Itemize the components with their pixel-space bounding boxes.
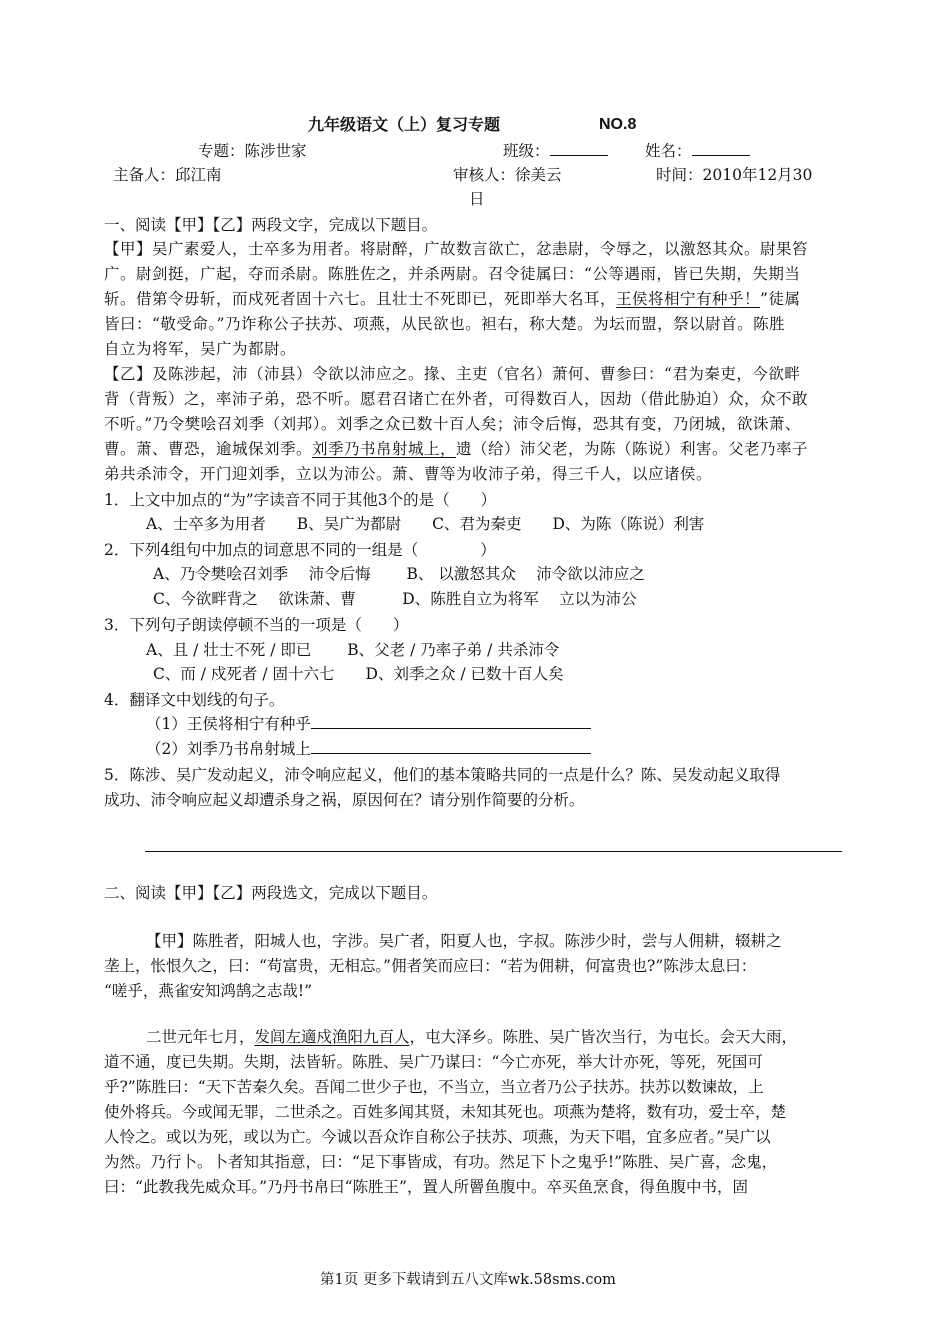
jia-line-3 [104,287,800,311]
s2-jia-line-3: “嗟乎，燕雀安知鸿鹄之志哉!” [104,982,313,1000]
s2-jia-line-1: 【甲】陈胜者，阳城人也，字涉。吴广者，阳夏人也，字叔。陈涉少时，尝与人佣耕，辍耕之 [146,932,782,950]
date-line [656,163,812,187]
answer-rule[interactable] [145,851,842,852]
preparer: 主备人：邱江南 [113,166,222,184]
jia-line-4: 皆曰：“敬受命。”乃诈称公子扶苏、项燕，从民欲也。袒右，称大楚。为坛而盟，祭以尉首。陈胜 [104,315,786,333]
class-label: 班级： [503,142,550,160]
question-3-options-ab: A、且 / 壮士不死 / 即已 B、父老 / 乃率子弟 / 共杀沛令 [146,641,560,659]
reviewer: 审核人：徐美云 [453,166,562,184]
class-input[interactable] [550,139,608,156]
underlined-sentence-3: 发闾左適戍渔阳九百人 [254,1028,410,1046]
question-1: 1．上文中加点的“为”字读音不同于其他3个的是（ ） [104,491,497,509]
name-label: 姓名： [645,142,692,160]
question-1-options: A、士卒多为用者 B、吴广为都尉 C、君为秦吏 D、为陈（陈说）利害 [146,515,705,533]
question-4-item-1-text: （1）王侯将相宁有种乎 [146,715,311,733]
answer-line-1[interactable] [311,712,591,729]
doc-title: 九年级语文（上）复习专题 [308,115,501,134]
s2-p2-line-6: 为然。乃行卜。卜者知其指意，曰：“足下事皆成，有功。然足下卜之鬼乎!”陈胜、吴广喜，念鬼， [104,1153,778,1171]
yi-line-3: 不听。”乃令樊哙召刘季（刘邦）。刘季之众已数十百人矣；沛令后悔，恐其有变，乃闭城，欲诛萧、 [104,415,801,433]
section1-heading: 一、阅读【甲】【乙】两段文字，完成以下题目。 [104,216,438,234]
underlined-sentence-1: 王侯将相宁有种乎！ [616,290,761,308]
date-label: 时间： [656,166,703,184]
answer-line-2[interactable] [311,737,591,754]
jia-line-5: 自立为将军，吴广为都尉。 [104,340,297,358]
yi-line-4 [104,437,808,461]
question-3-options-cd: C、而 / 戍死者 / 固十六七 D、刘季之众 / 已数十百人矣 [153,665,564,683]
s2-p2-line-7: 曰：“此教我先威众耳。”乃丹书帛曰“陈胜王”，置人所罾鱼腹中。卒买鱼烹食，得鱼腹中书，固 [104,1178,748,1196]
page-footer: 第1页 更多下载请到五八文库wk.58sms.com [320,1272,616,1288]
question-5-line-1: 5．陈涉、吴广发动起义，沛令响应起义，他们的基本策略共同的一点是什么？陈、吴发动起义取得 [104,766,781,784]
s2-p2-line-2: 道不通，度已失期。失期，法皆斩。陈胜、吴广乃谋曰：“今亡亦死，举大计亦死，等死，死国可 [104,1053,763,1071]
s2-p2-line-1-pre: 二世元年七月， [146,1028,255,1046]
yi-line-5: 弟共杀沛令，开门迎刘季，立以为沛公。萧、曹等为收沛子弟，得三千人，以应诸侯。 [104,465,713,483]
question-5-line-2: 成功、沛令响应起义却遭杀身之祸，原因何在？请分别作简要的分析。 [104,791,585,809]
question-2-options-ab: A、乃令樊哙召刘季 沛令后悔 B、 以激怒其众 沛令欲以沛应之 [153,565,645,583]
name-input[interactable] [692,139,750,156]
question-2-options-cd: C、今欲畔背之 欲诛萧、曹 D、陈胜自立为将军 立以为沛公 [153,590,637,608]
yi-line-4-tail: 遗（给）沛父老，为陈（陈说）利害。父老乃率子 [456,440,809,458]
yi-line-1: 【乙】及陈涉起，沛（沛县）令欲以沛应之。掾、主吏（官名）萧何、曹参曰：“君为秦吏，今欲畔 [104,365,801,383]
s2-jia-line-2: 垄上，怅恨久之，曰：“苟富贵，无相忘。”佣者笑而应曰：“若为佣耕，何富贵也?”陈涉太息曰： [104,957,757,975]
date-value: 2010年12月30 [702,166,813,184]
topic-value: 陈涉世家 [244,142,307,160]
date-tail: 日 [469,190,485,208]
underlined-sentence-2: 刘季乃书帛射城上， [312,440,457,458]
s2-p2-line-5: 人怜之。或以为死，或以为亡。今诚以吾众诈自称公子扶苏、项燕，为天下唱，宜多应者。”吴广以 [104,1128,771,1146]
question-4-item-2 [146,737,591,761]
yi-line-2: 背（背叛）之，率沛子弟，恐不听。愿君召诸亡在外者，可得数百人，因劫（借此胁迫）众，众不敢 [104,390,809,408]
question-4-item-2-text: （2）刘季乃书帛射城上 [146,740,311,758]
jia-line-3-tail: ”徒属 [760,290,801,308]
jia-line-2: 广。尉剑挺，广起，夺而杀尉。陈胜佐之，并杀两尉。召令徒属曰：“公等遇雨，皆已失期，失期当 [104,265,801,283]
s2-p2-line-1-post: ，屯大泽乡。陈胜、吴广皆次当行，为屯长。会天大雨， [409,1028,798,1046]
question-4: 4．翻译文中划线的句子。 [104,691,285,709]
s2-p2-line-4: 使外将兵。今或闻无罪，二世杀之。百姓多闻其贤，未知其死也。项燕为楚将，数有功，爱士卒，楚 [104,1103,787,1121]
jia-line-3-text: 斩。借第令毋斩，而戍死者固十六七。且壮士不死即已，死即举大名耳， [104,290,617,308]
question-2: 2．下列4组句中加点的词意思不同的一组是（ ） [104,541,496,559]
question-4-item-1 [146,712,591,736]
question-3: 3．下列句子朗读停顿不当的一项是（ ） [104,616,409,634]
topic-line [198,139,307,163]
s2-p2-line-1 [146,1025,797,1049]
doc-number: NO.8 [599,116,637,133]
section2-heading: 二、阅读【甲】【乙】两段选文，完成以下题目。 [104,884,438,902]
class-line [503,139,608,163]
yi-line-4-text: 曹。萧、曹恐，逾城保刘季。 [104,440,313,458]
s2-p2-line-3: 乎?”陈胜曰：“天下苦秦久矣。吾闻二世少子也，不当立，当立者乃公子扶苏。扶苏以数谏故，上 [104,1078,764,1096]
jia-line-1: 【甲】吴广素爱人，士卒多为用者。将尉醉，广故数言欲亡，忿恚尉，令辱之，以激怒其众。尉果笞 [104,240,809,258]
name-line [645,139,750,163]
topic-label: 专题： [198,142,245,160]
